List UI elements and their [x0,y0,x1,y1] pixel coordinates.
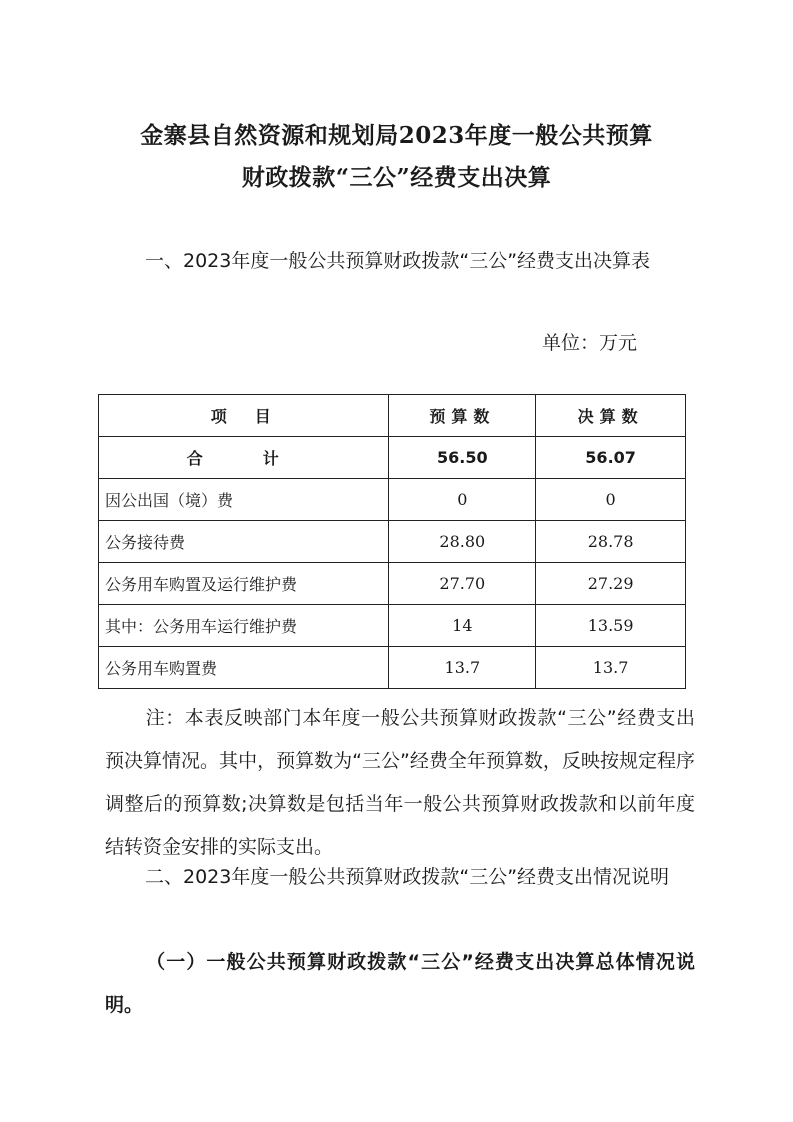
row-budget: 13.7 [389,647,536,689]
row-budget: 28.80 [389,521,536,563]
unit-label: 单位：万元 [541,332,637,354]
row-final: 27.29 [536,563,686,605]
row-final: 0 [536,479,686,521]
row-final: 13.7 [536,647,686,689]
table-header-row [99,395,686,437]
document-title-line1: 金寨县自然资源和规划局2023年度一般公共预算 [140,122,653,149]
section2-heading-text: 二、2023年度一般公共预算财政拨款“三公”经费支出情况说明 [145,866,670,888]
row-final: 56.07 [536,437,686,479]
row-budget: 0 [389,479,536,521]
table-row [99,647,686,689]
row-item: 公务用车购置费 [99,647,389,689]
header-item: 项 目 [99,395,389,437]
table-row [99,479,686,521]
row-item: 其中：公务用车运行维护费 [99,605,389,647]
row-item: 公务接待费 [99,521,389,563]
document-title-line2: 财政拨款“三公”经费支出决算 [241,164,552,191]
section1-heading [105,240,695,283]
row-budget: 56.50 [389,437,536,479]
header-final: 决算数 [536,395,686,437]
section1-heading-text: 一、2023年度一般公共预算财政拨款“三公”经费支出决算表 [145,250,651,272]
row-budget: 14 [389,605,536,647]
table-row [99,605,686,647]
row-item: 合 计 [99,437,389,479]
section2-subheading-text: （一）一般公共预算财政拨款“三公”经费支出决算总体情况说明。 [105,951,695,1016]
row-item: 因公出国（境）费 [99,479,389,521]
table-note [105,697,695,869]
row-final: 28.78 [536,521,686,563]
table-note-text: 注：本表反映部门本年度一般公共预算财政拨款“三公”经费支出预决算情况。其中，预算数为“三公”经费全年预算数，反映按规定程序调整后的预算数;决算数是包括当年一般公共预算财政拨款和以前年度结转资金安排的实际支出。 [105,707,695,858]
table-row [99,563,686,605]
expense-table [98,394,686,689]
section2-subheading [105,941,695,1027]
header-budget: 预算数 [389,395,536,437]
table-row [99,521,686,563]
section2-heading [105,856,695,899]
table-row-total [99,437,686,479]
row-final: 13.59 [536,605,686,647]
row-item: 公务用车购置及运行维护费 [99,563,389,605]
row-budget: 27.70 [389,563,536,605]
